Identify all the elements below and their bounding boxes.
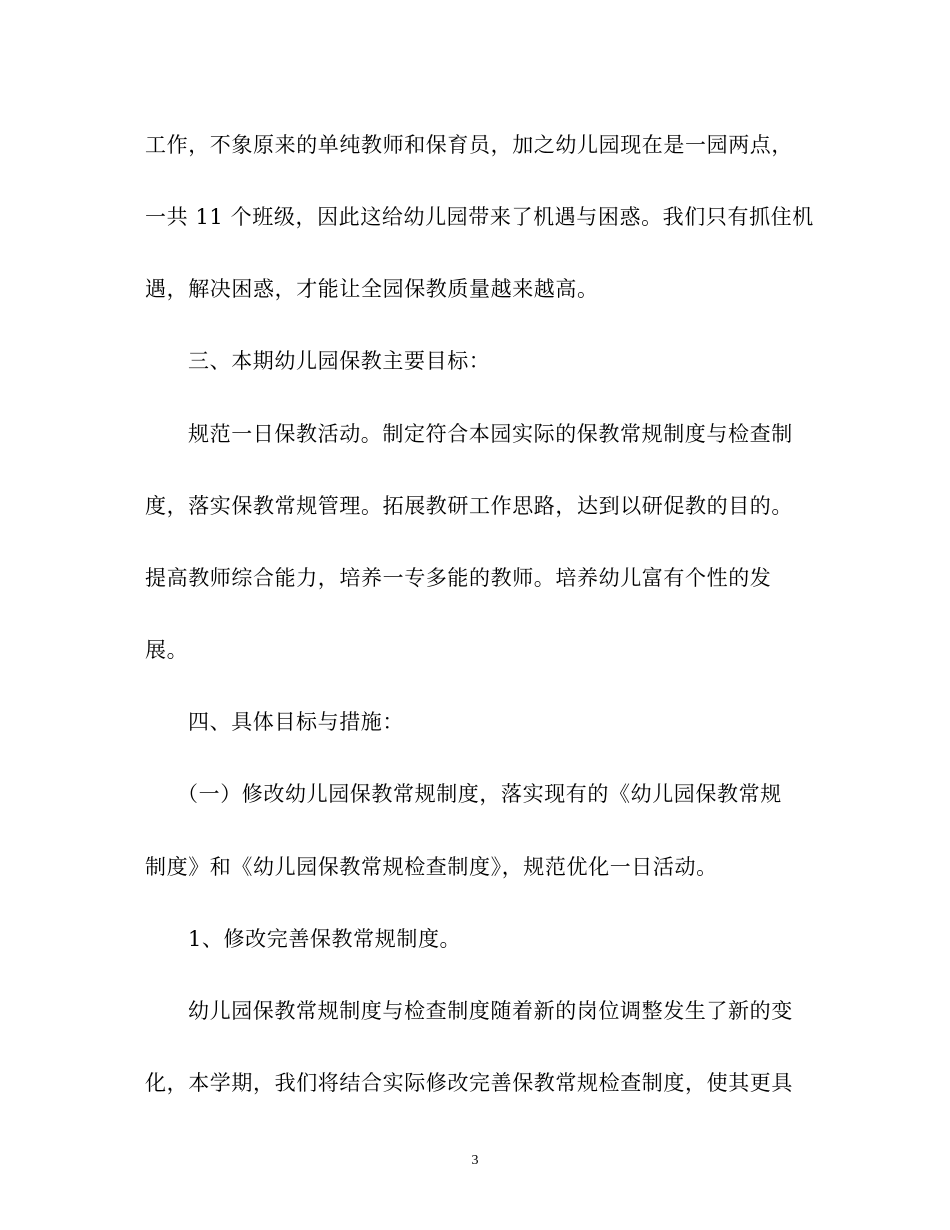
subsection-heading: （一）修改幼儿园保教常规制度，落实现有的《幼儿园保教常规 <box>177 782 782 806</box>
text-line: 工作，不象原来的单纯教师和保育员，加之幼儿园现在是一园两点， <box>145 133 793 157</box>
text-line: 一共 11 个班级，因此这给幼儿园带来了机遇与困惑。我们只有抓住机 <box>145 205 814 229</box>
text-line: 幼儿园保教常规制度与检查制度随着新的岗位调整发生了新的变 <box>188 999 793 1023</box>
text-line: 化，本学期，我们将结合实际修改完善保教常规检查制度，使其更具 <box>145 1071 793 1095</box>
section-heading: 三、本期幼儿园保教主要目标： <box>188 349 491 373</box>
text-line: 展。 <box>145 638 189 662</box>
text-line: 遇，解决困惑，才能让全园保教质量越来越高。 <box>145 277 599 301</box>
list-item-heading: 1、修改完善保教常规制度。 <box>188 927 462 951</box>
text-line: 规范一日保教活动。制定符合本园实际的保教常规制度与检查制 <box>188 422 793 446</box>
section-heading: 四、具体目标与措施： <box>188 710 404 734</box>
text-line: 度，落实保教常规管理。拓展教研工作思路，达到以研促教的目的。 <box>145 494 793 518</box>
page-number: 3 <box>471 1153 479 1168</box>
text-line: 制度》和《幼儿园保教常规检查制度》，规范优化一日活动。 <box>145 855 718 879</box>
text-line: 提高教师综合能力，培养一专多能的教师。培养幼儿富有个性的发 <box>145 566 772 590</box>
